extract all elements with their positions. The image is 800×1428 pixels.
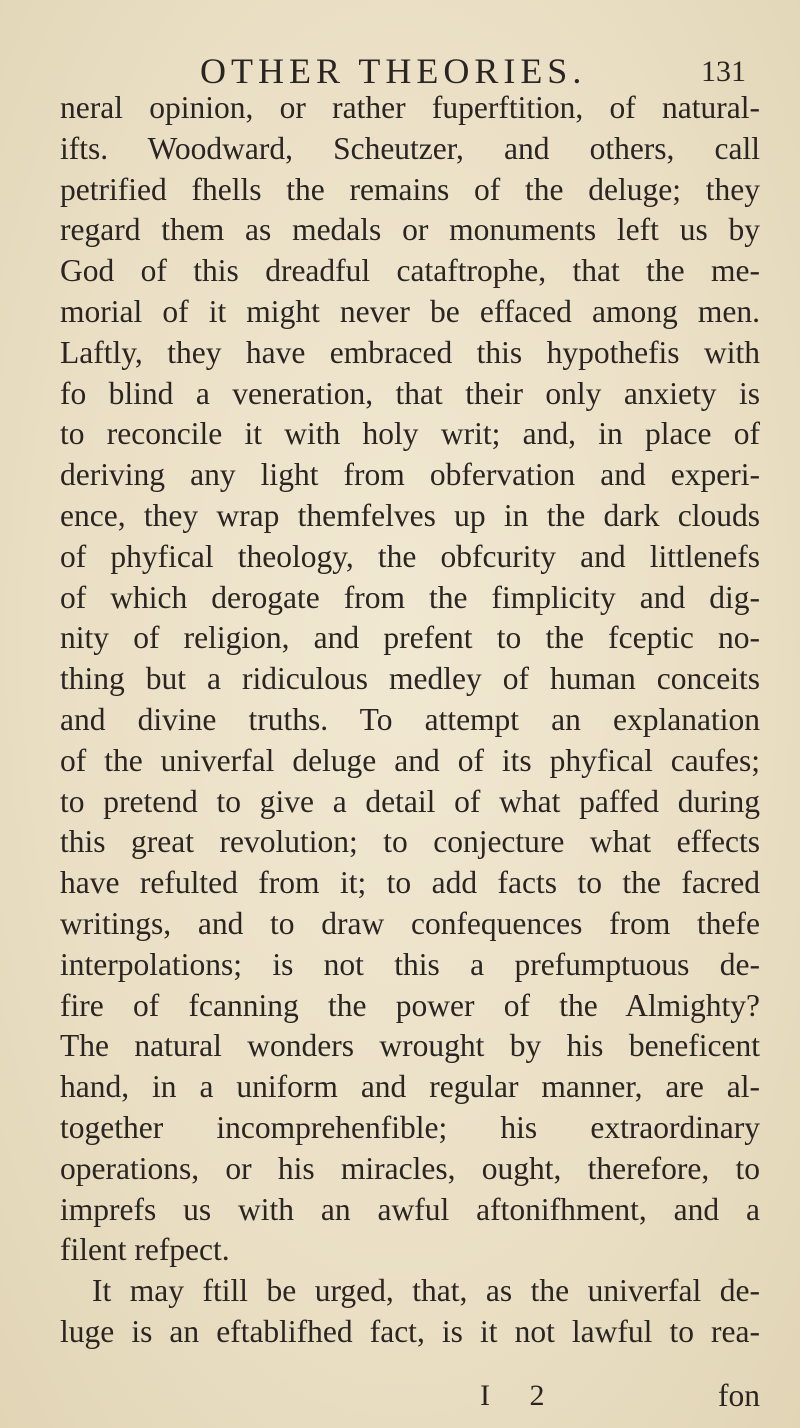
text-line: to pretend to give a detail of what paffed during (60, 783, 760, 819)
text-line: this great revolution; to conjecture what effects (60, 824, 760, 860)
text-line: fire of fcanning the power of the Almighty? (60, 987, 760, 1023)
text-line: deriving any light from obfervation and experi- (60, 457, 760, 493)
text-line: operations, or his miracles, ought, therefore, to (60, 1150, 760, 1186)
text-line: to reconcile it with holy writ; and, in place of (60, 416, 760, 452)
text-line: ifts. Woodward, Scheutzer, and others, call (60, 130, 760, 166)
text-line: Laftly, they have embraced this hypothefis with (60, 334, 760, 370)
text-line: writings, and to draw confequences from thefe (60, 905, 760, 941)
text-line: The natural wonders wrought by his beneficent (60, 1028, 760, 1064)
catchword: fon (718, 1378, 760, 1413)
text-line: hand, in a uniform and regular manner, are al- (60, 1069, 760, 1105)
page-number: 131 (701, 55, 746, 88)
text-line: God of this dreadful cataftrophe, that the me- (60, 253, 760, 289)
text-line: have refulted from it; to add facts to the facred (60, 865, 760, 901)
text-line: thing but a ridiculous medley of human conceits (60, 661, 760, 697)
text-line: ence, they wrap themfelves up in the dark clouds (60, 497, 760, 533)
body-text (60, 88, 760, 1353)
text-line: regard them as medals or monuments left us by (60, 212, 760, 248)
page-footer (60, 1376, 760, 1416)
signature-mark: I 2 (480, 1379, 561, 1412)
text-line: morial of it might never be effaced among men. (60, 293, 760, 329)
text-line: luge is an eftablifhed fact, is it not lawful to rea- (60, 1313, 760, 1349)
text-line: together incomprehenfible; his extraordinary (60, 1109, 760, 1145)
running-title: OTHER THEORIES. (200, 51, 587, 91)
text-line: of phyfical theology, the obfcurity and littlenefs (60, 538, 760, 574)
text-line: imprefs us with an awful aftonifhment, and a (60, 1191, 760, 1227)
text-line: petrified fhells the remains of the deluge; they (60, 171, 760, 207)
text-line: nity of religion, and prefent to the fceptic no- (60, 620, 760, 656)
text-line: of which derogate from the fimplicity and dig- (60, 579, 760, 615)
text-line: fo blind a veneration, that their only anxiety is (60, 375, 760, 411)
text-line: It may ftill be urged, that, as the univerfal de- (92, 1273, 760, 1309)
text-line: filent refpect. (60, 1232, 230, 1268)
text-line: interpolations; is not this a prefumptuous de- (60, 946, 760, 982)
text-line: and divine truths. To attempt an explanation (60, 701, 760, 737)
text-line: neral opinion, or rather fuperftition, of natural- (60, 90, 760, 125)
text-line: of the univerfal deluge and of its phyfical caufes; (60, 742, 760, 778)
